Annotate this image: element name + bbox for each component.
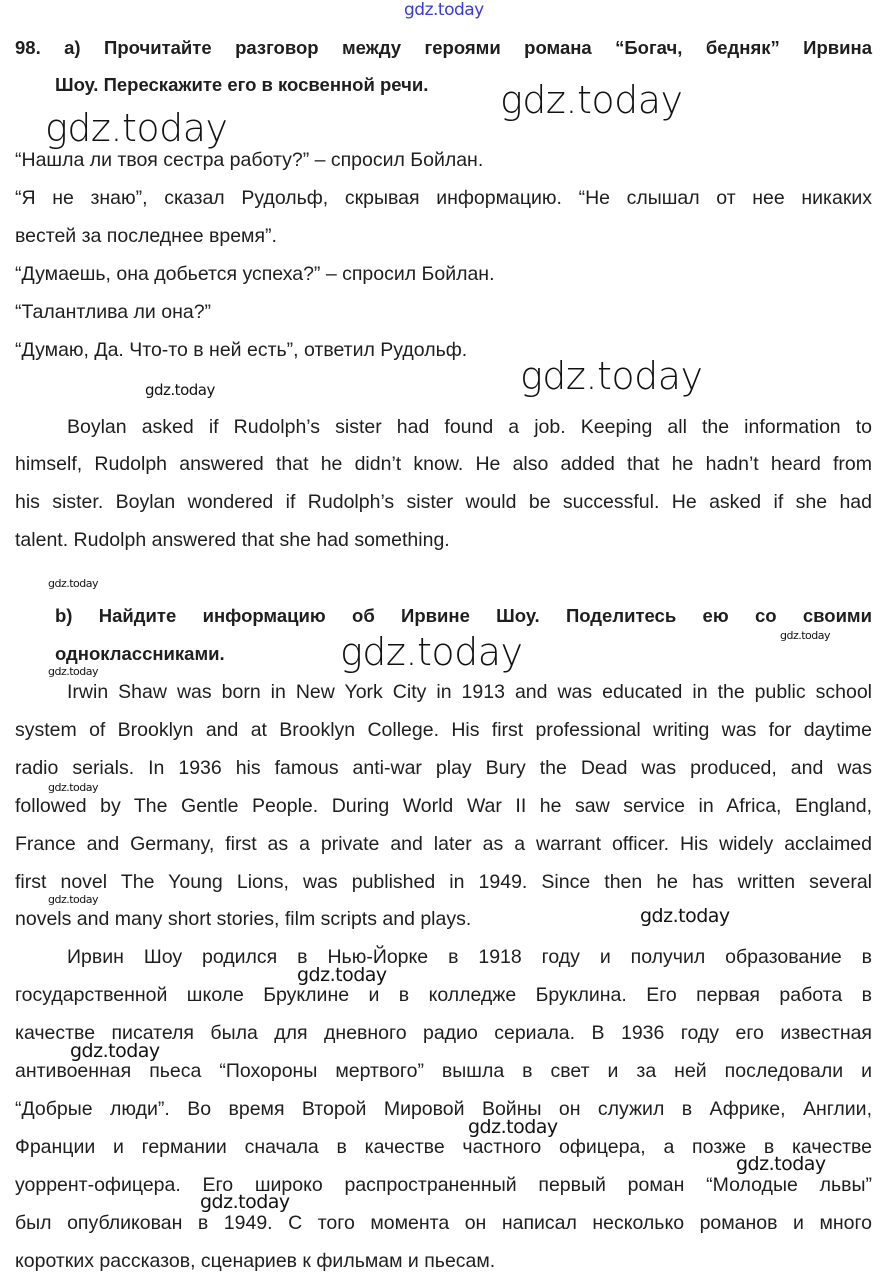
watermark: gdz.today: [404, 0, 484, 20]
watermark: gdz.today: [340, 630, 523, 674]
task-b-title: b) Найдите информацию об Ирвине Шоу. Поделитесь ею со своими: [55, 605, 872, 626]
english-line: Irwin Shaw was born in New York City in 1913 and was educated in the public school: [67, 681, 872, 703]
watermark: gdz.today: [45, 106, 228, 150]
answer-line: himself, Rudolph answered that he didn’t know. He also added that he hadn’t heard from: [15, 453, 872, 475]
watermark: gdz.today: [145, 381, 215, 399]
task-b-title: одноклассниками.: [55, 643, 225, 664]
answer-line: Boylan asked if Rudolph’s sister had found a job. Keeping all the information to: [67, 416, 872, 438]
russian-line: качестве писателя была для дневного радио сериала. В 1936 году его известная: [15, 1022, 872, 1044]
dialogue-line: “Нашла ли твоя сестра работу?” – спросил Бойлан.: [15, 149, 484, 171]
russian-line: коротких рассказов, сценариев к фильмам и пьесам.: [15, 1250, 496, 1272]
dialogue-line: “Думаешь, она добьется успеха?” – спросил Бойлан.: [15, 263, 495, 285]
english-line: France and Germany, first as a private and later as a warrant officer. His widely acclaimed: [15, 833, 872, 855]
watermark: gdz.today: [70, 1040, 160, 1062]
english-line: novels and many short stories, film scripts and plays.: [15, 908, 472, 930]
watermark: gdz.today: [780, 629, 831, 642]
dialogue-line: “Я не знаю”, сказал Рудольф, скрывая информацию. “Не слышал от нее никаких: [15, 187, 872, 209]
russian-line: “Добрые люди”. Во время Второй Мировой Войны он служил в Африке, Англии,: [15, 1098, 872, 1120]
watermark: gdz.today: [297, 964, 387, 986]
dialogue-line: “Талантлива ли она?”: [15, 301, 212, 323]
watermark: gdz.today: [640, 905, 730, 927]
watermark: gdz.today: [736, 1153, 826, 1175]
russian-line: был опубликован в 1949. С того момента он написал несколько романов и много: [15, 1212, 872, 1234]
russian-line: антивоенная пьеса “Похороны мертвого” вышла в свет и за ней последовали и: [15, 1060, 872, 1082]
russian-line: государственной школе Бруклине и в колледже Бруклина. Его первая работа в: [15, 984, 872, 1006]
answer-line: talent. Rudolph answered that she had something.: [15, 529, 450, 551]
task-a-title: 98. a) Прочитайте разговор между героями романа “Богач, бедняк” Ирвина: [15, 37, 872, 58]
watermark: gdz.today: [48, 781, 99, 794]
russian-line: Ирвин Шоу родился в Нью-Йорке в 1918 году и получил образование в: [67, 946, 872, 968]
english-line: followed by The Gentle People. During World War II he saw service in Africa, England,: [15, 795, 872, 817]
russian-line: Франции и германии сначала в качестве частного офицера, а позже в качестве: [15, 1136, 872, 1158]
russian-line: уоррент-офицера. Его широко распространенный первый роман “Молодые львы”: [15, 1174, 872, 1196]
answer-line: his sister. Boylan wondered if Rudolph’s sister would be successful. He asked if she had: [15, 491, 872, 513]
english-line: first novel The Young Lions, was published in 1949. Since then he has written several: [15, 871, 872, 893]
watermark: gdz.today: [48, 577, 99, 590]
watermark: gdz.today: [500, 78, 683, 122]
task-a-title: Шоу. Перескажите его в косвенной речи.: [55, 74, 429, 95]
dialogue-line: “Думаю, Да. Что-то в ней есть”, ответил Рудольф.: [15, 339, 468, 361]
watermark: gdz.today: [48, 893, 99, 906]
watermark: gdz.today: [48, 665, 99, 678]
english-line: radio serials. In 1936 his famous anti-war play Bury the Dead was produced, and was: [15, 757, 872, 779]
watermark: gdz.today: [468, 1116, 558, 1138]
dialogue-line: вестей за последнее время”.: [15, 225, 277, 247]
watermark: gdz.today: [200, 1191, 290, 1213]
watermark: gdz.today: [520, 354, 703, 398]
english-line: system of Brooklyn and at Brooklyn College. His first professional writing was for daytime: [15, 719, 872, 741]
